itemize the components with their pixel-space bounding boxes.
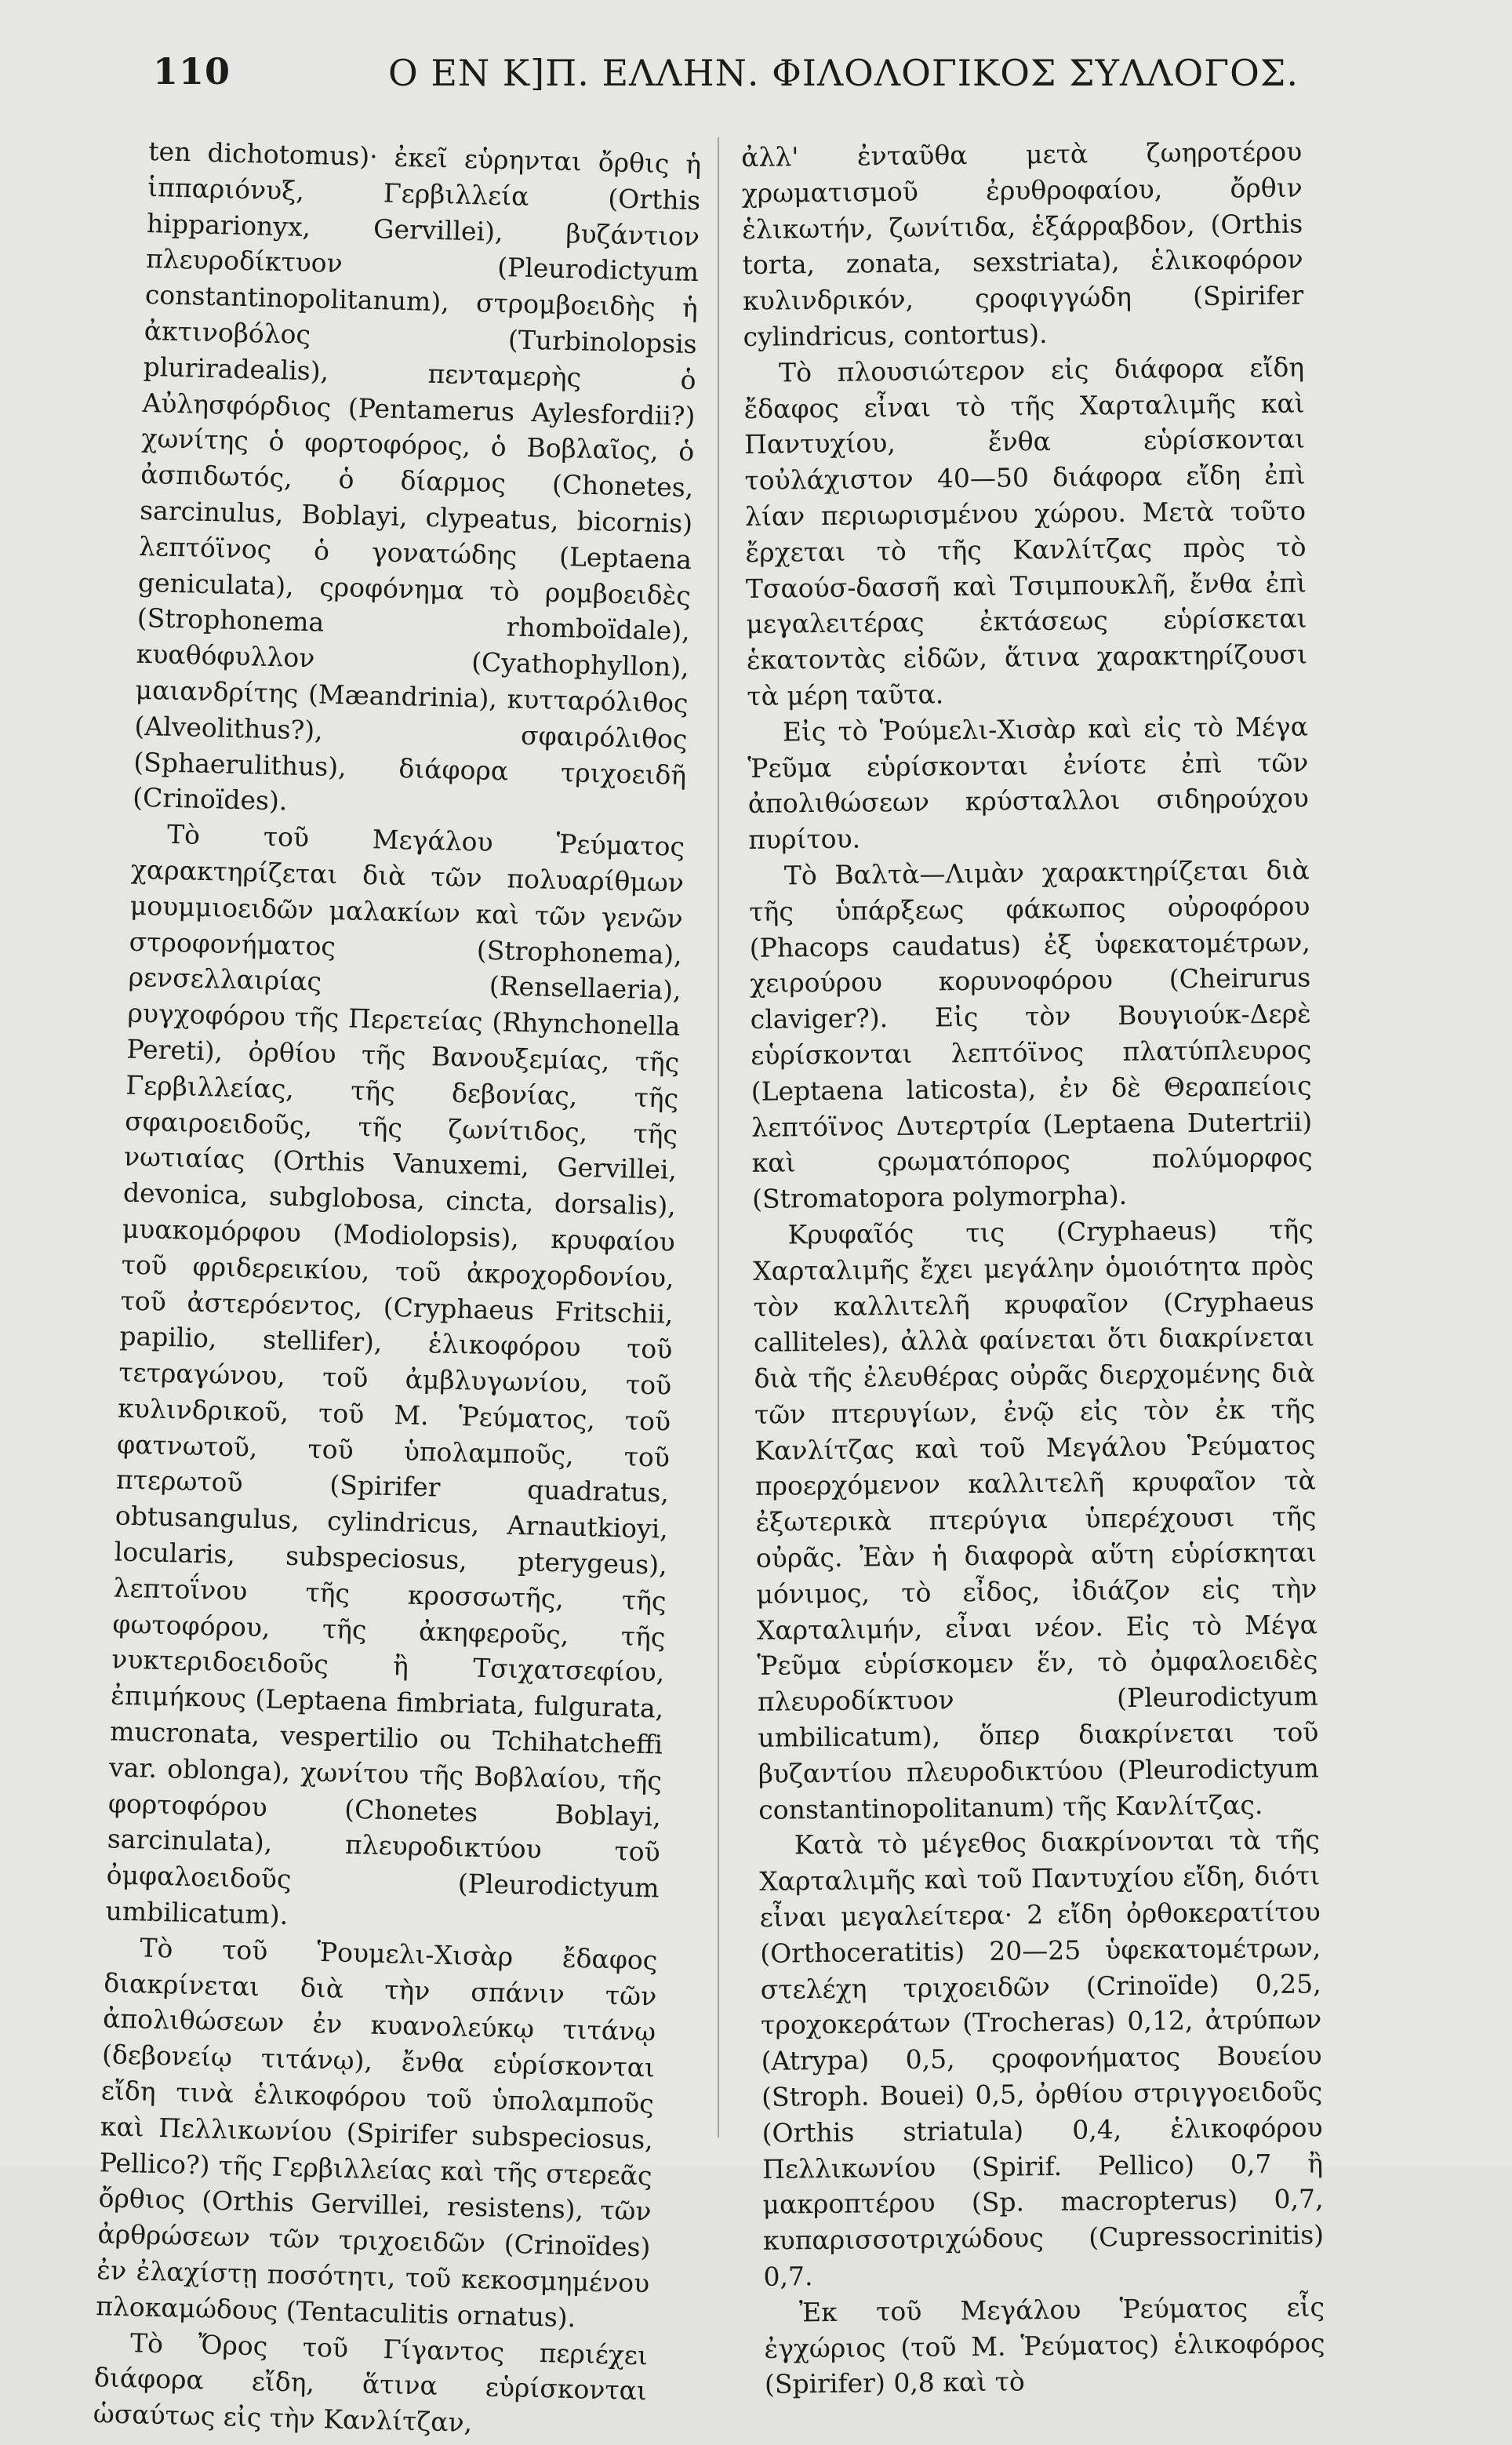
paragraph: Κατὰ τὸ μέγεθος διακρίνονται τὰ τῆς Χαρταλιμῆς καὶ τοῦ Παντυχίου εἴδη, διότι εἶναι μεγαλείτερα· 2 εἴδη ὀρθοκερατίτου (Orthoceratitis) 20—25 ὑφεκατομέτρων, στελέχη τριχοειδῶν (Crinoïde) 0,25, τροχοκεράτων (Trocheras) 0,12, ἀτρύπων (Atrypa) 0,5, ςροφονήματος Βουείου (Stroph. Bouei) 0,5, ὀρθίου στριγγοειδοῦς (Orthis striatula) 0,4, ἑλικοφόρου Πελλικωνίου (Spirif. Pellico) 0,7 ἢ μακροπτέρου (Sp. macropterus) 0,7, κυπαρισσοτριχώδους (Cupressocrinitis) 0,7. <box>759 1824 1325 2292</box>
left-column <box>93 133 701 2445</box>
paragraph: Ἐκ τοῦ Μεγάλου Ῥεύματος εἷς ἐγχώριος (τοῦ Μ. Ῥεύματος) ἑλικοφόρος (Spirifer) 0,8 καὶ τὸ <box>764 2291 1325 2400</box>
paragraph: ten dichotomus)· ἐκεῖ εὑρηνται ὄρθις ἡ ἱππαριόνυξ, Γερβιλλεία (Orthis hipparionyx, Gervillei), βυζάντιον πλευροδίκτυον (Pleurodictyum constantinopolitanum), στρομβοειδὴς ἡ ἀκτινοβόλος (Turbinolopsis pluriradealis), πενταμερὴς ὁ Αὐλησφόρδιος (Pentamerus Aylesfordii?) χωνίτης ὁ φορτοφόρος, ὁ Βοβλαῖος, ὁ ἀσπιδωτός, ὁ δίαρμος (Chonetes, sarcinulus, Boblayi, clypeatus, bicornis) λεπτόϊνος ὁ γονατώδης (Leptaena geniculata), ςροφόνημα τὸ ρομβοειδὲς (Strophonema rhomboïdale), κυαθόφυλλον (Cyathophyllon), μαιανδρίτης (Mæandrinia), κυτταρόλιθος (Alveolithus?), σφαιρόλιθος (Sphaerulithus), διάφορα τριχοειδῆ (Crinoïdes). <box>132 135 702 817</box>
column-divider <box>718 137 719 2138</box>
paragraph: ἀλλ' ἐνταῦθα μετὰ ζωηροτέρου χρωματισμοῦ ἐρυθροφαίου, ὄρθιν ἑλικωτήν, ζωνίτιδα, ἑξάρραβδον, (Orthis torta, zonata, sexstriata), ἑλικοφόρον κυλινδρικόν, ςροφιγγώδη (Spirifer cylindricus, contortus). <box>741 136 1304 352</box>
paragraph: Εἰς τὸ Ῥούμελι-Χισὰρ καὶ εἰς τὸ Μέγα Ῥεῦμα εὑρίσκονται ἐνίοτε ἐπὶ τῶν ἀπολιθώσεων κρύσταλλοι σιδηρούχου πυρίτου. <box>747 711 1310 856</box>
right-column <box>741 134 1325 2403</box>
paragraph: Κρυφαῖός τις (Cryphaeus) τῆς Χαρταλιμῆς ἔχει μεγάλην ὁμοιότητα πρὸς τὸν καλλιτελῆ κρυφαῖον (Cryphaeus calliteles), ἀλλὰ φαίνεται ὅτι διακρίνεται διὰ τῆς ἐλευθέρας οὐρᾶς διερχομένης διὰ τῶν πτερυγίων, ἐνῷ εἰς τὸν ἐκ τῆς Κανλίτζας καὶ τοῦ Μεγάλου Ῥεύματος προερχόμενον καλλιτελῆ κρυφαῖον τὰ ἐξωτερικὰ πτερύγια ὑπερέχουσι τῆς οὐρᾶς. Ἐὰν ἡ διαφορὰ αὕτη εὑρίσκηται μόνιμος, τὸ εἶδος, ἰδιάζον εἰς τὴν Χαρταλιμήν, εἶναι νέον. Εἰς τὸ Μέγα Ῥεῦμα εὑρίσκομεν ἕν, τὸ ὀμφαλοειδὲς πλευροδίκτυον (Pleurodictyum umbilicatum), ὅπερ διακρίνεται τοῦ βυζαντίου πλευροδικτύου (Pleurodictyum constantinopolitanum) τῆς Κανλίτζας. <box>752 1213 1319 1825</box>
paragraph: Τὸ Βαλτὰ—Λιμὰν χαρακτηρίζεται διὰ τῆς ὑπάρξεως φάκωπος οὐροφόρου (Phacops caudatus) ἐξ ὑφεκατομέτρων, χειρούρου κορυνοφόρου (Cheirurus claviger?). Εἰς τὸν Βουγιούκ-Δερὲ εὑρίσκονται λεπτόϊνος πλατύπλευρος (Leptaena laticosta), ἐν δὲ Θεραπείοις λεπτόϊνος Δυτερτρία (Leptaena Dutertrii) καὶ ςρωματόπορος πολύμορφος (Stromatopora polymorpha). <box>749 854 1313 1215</box>
paragraph: Τὸ τοῦ Μεγάλου Ῥεύματος χαρακτηρίζεται διὰ τῶν πολυαρίθμων μουμμιοειδῶν μαλακίων καὶ τῶν γενῶν στροφονήματος (Strophonema), ρενσελλαιρίας (Rensellaeria), ρυγχοφόρου τῆς Περετείας (Rhynchonella Pereti), ὀρθίου τῆς Βανουξεμίας, τῆς Γερβιλλείας, τῆς δεβονίας, τῆς σφαιροειδοῦς, τῆς ζωνίτιδος, τῆς νωτιαίας (Orthis Vanuxemi, Gervillei, devonica, subglobosa, cincta, dorsalis), μυακομόρφου (Modiolopsis), κρυφαίου τοῦ φριδερεικίου, τοῦ ἀκροχορδονίου, τοῦ ἀστερόεντος, (Cryphaeus Fritschii, papilio, stellifer), ἑλικοφόρου τοῦ τετραγώνου, τοῦ ἀμβλυγωνίου, τοῦ κυλινδρικοῦ, τοῦ Μ. Ῥεύματος, τοῦ φατνωτοῦ, τοῦ ὑπολαμποῦς, τοῦ πτερωτοῦ (Spirifer quadratus, obtusangulus, cylindricus, Arnautkioyi, locularis, subspeciosus, pterygeus), λεπτοΐνου τῆς κροσσωτῆς, τῆς φωτοφόρου, τῆς ἀκηφεροῦς, τῆς νυκτεριδοειδοῦς ἢ Τσιχατσεφίου, ἐπιμήκους (Leptaena fimbriata, fulgurata, mucronata, vespertilio ou Tchihatcheffi var. oblonga), χωνίτου τῆς Βοβλαίου, τῆς φορτοφόρου (Chonetes Boblayi, sarcinulata), πλευροδικτύου τοῦ ὀμφαλοειδοῦς (Pleurodictyum umbilicatum). <box>105 818 685 1931</box>
running-title: Ο ΕΝ Κ]Π. ΕΛΛΗΝ. ΦΙΛΟΛΟΓΙΚΟΣ ΣΥΛΛΟΓΟΣ. <box>388 52 1299 94</box>
paragraph: Τὸ πλουσιώτερον εἰς διάφορα εἴδη ἔδαφος εἶναι τὸ τῆς Χαρταλιμῆς καὶ Παντυχίου, ἔνθα εὑρίσκονται τοὐλάχιστον 40—50 διάφορα εἴδη ἐπὶ λίαν περιωρισμένου χώρου. Μετὰ τοῦτο ἔρχεται τὸ τῆς Κανλίτζας πρὸς τὸ Τσαούσ-δασσῆ καὶ Τσιμπουκλῆ, ἔνθα ἐπὶ μεγαλειτέρας ἐκτάσεως εὑρίσκεται ἑκατοντὰς εἰδῶν, ἅτινα χαρακτηρίζουσι τὰ μέρη ταῦτα. <box>743 351 1308 711</box>
paragraph: Τὸ τοῦ Ῥουμελι-Χισὰρ ἔδαφος διακρίνεται διὰ τὴν σπάνιν τῶν ἀπολιθώσεων ἐν κυανολεύκῳ τιτάνῳ (δεβονείῳ τιτάνῳ), ἔνθα εὑρίσκονται εἴδη τινὰ ἑλικοφόρου τοῦ ὑπολαμποῦς καὶ Πελλικωνίου (Spirifer subspeciosus, Pellico?) τῆς Γερβιλλείας καὶ τῆς στερεᾶς ὄρθιος (Orthis Gervillei, resistens), τῶν ἀρθρώσεων τῶν τριχοειδῶν (Crinoïdes) ἐν ἐλαχίστῃ ποσότητι, τοῦ κεκοσμημένου πλοκαμώδους (Tentaculitis ornatus). <box>95 1932 658 2333</box>
page-header <box>153 41 1345 111</box>
paragraph: Τὸ Ὄρος τοῦ Γίγαντος περιέχει διάφορα εἴδη, ἅτινα εὑρίσκονται ὡσαύτως εἰς τὴν Κανλίτζαν, <box>93 2327 649 2439</box>
page-number: 110 <box>153 50 231 93</box>
